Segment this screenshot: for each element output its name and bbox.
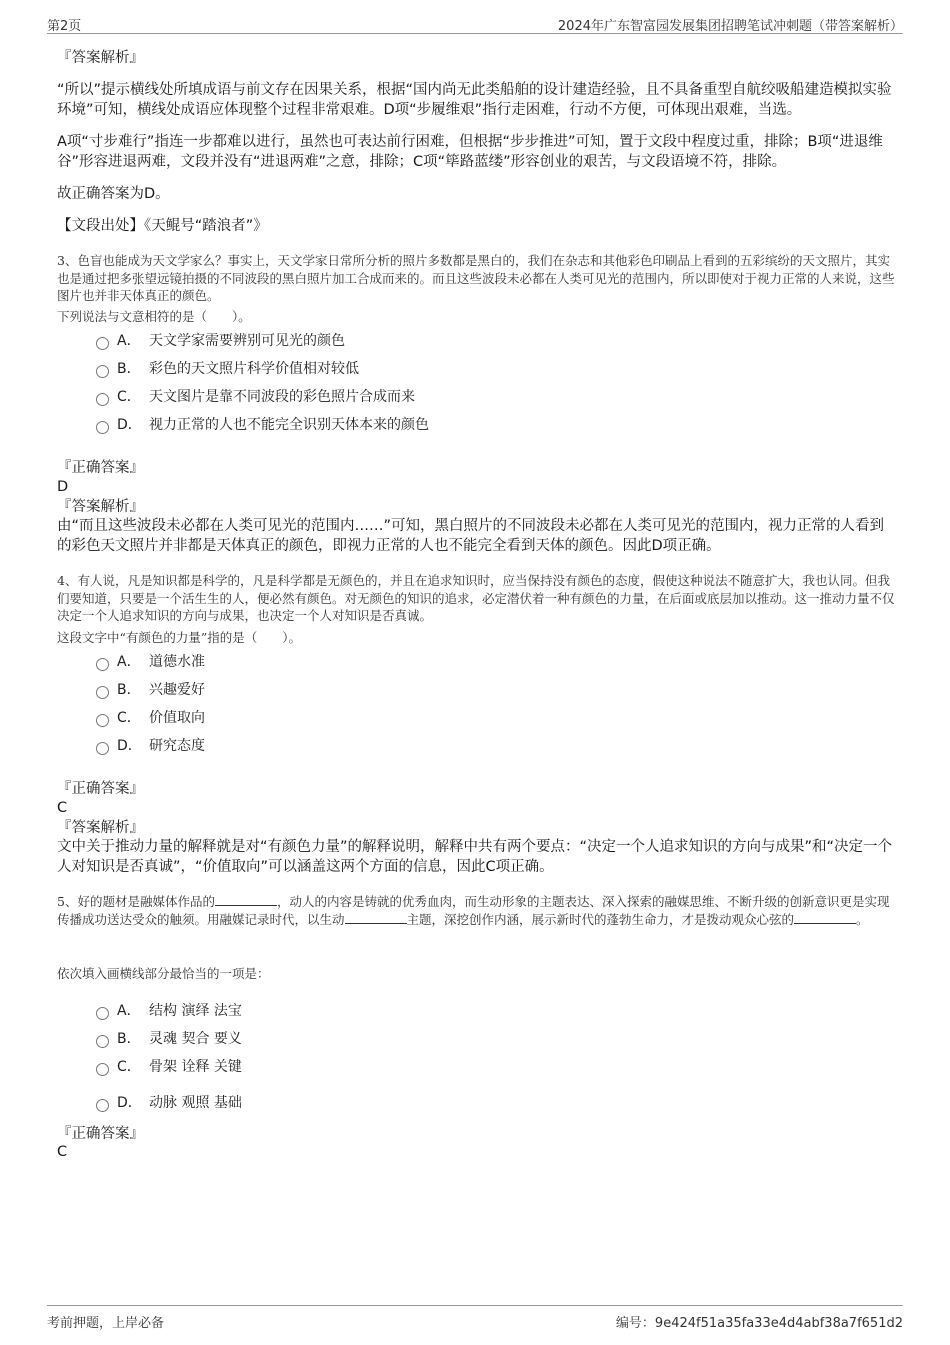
q5-prompt: 依次填入画横线部分最恰当的一项是： [57,966,270,981]
q3-answer: D [57,479,69,495]
q3-option-d[interactable]: D． 视力正常的人也不能完全识别天体本来的颜色 [96,415,429,435]
radio-icon[interactable] [96,658,109,671]
document-code: 编号：9e424f51a35fa33e4d4abf38a7f651d2 [615,1316,903,1331]
q3-option-c[interactable]: C． 天文图片是靠不同波段的彩色照片合成而来 [96,387,415,407]
q4-analysis: 文中关于推动力量的解释就是对“有颜色力量”的解释说明，解释中共有两个要点：“决定一个人追求知识的方向与成果”和“决定一个人对知识是否真诚”，“价值取向”可以涵盖这两个方面的信息，因此C项正确。 [57,839,893,875]
q5-answer-label: 『正确答案』 [57,1126,144,1142]
radio-icon[interactable] [96,365,109,378]
q3-answer-label: 『正确答案』 [57,460,144,476]
q4-option-c[interactable]: C． 价值取向 [96,708,205,728]
q3-stem: 3、色盲也能成为天文学家么？事实上，天文学家日常所分析的照片多数都是黑白的，我们在杂志和其他彩色印刷品上看到的五彩缤纷的天文照片，其实也是通过把多张望远镜拍摄的不同波段的黑白照片加工合成而来的。而且这些波段未必都在人类可见光的范围内，所以即使对于视力正常的人来说，这些图片也并非天体真正的颜色。 [57,253,895,303]
radio-icon[interactable] [96,1007,109,1020]
q4-option-d[interactable]: D． 研究态度 [96,736,205,756]
q2-analysis-para1: “所以”提示横线处所填成语与前文存在因果关系，根据“国内尚无此类船舶的设计建造经验，且不具备重型自航绞吸船建造模拟实验环境”可知，横线处成语应体现整个过程非常艰难。D项“步履维艰”指行走困难，行动不方便，可体现出艰难，当选。 [57,82,892,118]
document-title: 2024年广东智富园发展集团招聘笔试冲刺题（带答案解析） [557,19,903,34]
q4-answer: C [57,800,68,816]
radio-icon[interactable] [96,337,109,350]
q5-answer: C [57,1144,68,1160]
radio-icon[interactable] [96,393,109,406]
radio-icon[interactable] [96,421,109,434]
q5-option-c[interactable]: C． 骨架 诠释 关键 [96,1057,242,1077]
q2-source: 【文段出处】《天鲲号“踏浪者”》 [57,218,268,234]
q4-analysis-label: 『答案解析』 [57,820,144,836]
footer-slogan: 考前押题，上岸必备 [47,1316,165,1331]
q4-prompt: 这段文字中“有颜色的力量”指的是（ ）。 [57,630,302,645]
q3-analysis-label: 『答案解析』 [57,499,144,515]
q4-answer-label: 『正确答案』 [57,781,144,797]
q5-option-d[interactable]: D． 动脉 观照 基础 [96,1093,242,1113]
page-number: 第2页 [47,19,82,34]
q2-conclusion: 故正确答案为D。 [57,186,170,202]
radio-icon[interactable] [96,1063,109,1076]
fill-blank-2[interactable] [345,911,407,924]
q2-analysis-label: 『答案解析』 [57,50,144,66]
q4-stem: 4、有人说，凡是知识都是科学的，凡是科学都是无颜色的，并且在追求知识时，应当保持没有颜色的态度，假使这种说法不随意扩大，我也认同。但我们要知道，只要是一个活生生的人，便必然有颜色。对无颜色的知识的追求，必定潜伏着一种有颜色的力量，在后面或底层加以推动。这一推动力量不仅决定一个人追求知识的方向与成果，也决定一个人对知识是否真诚。 [57,573,895,623]
page-footer [47,1305,903,1331]
radio-icon[interactable] [96,714,109,727]
radio-icon[interactable] [96,686,109,699]
fill-blank-3[interactable] [794,911,856,924]
q3-option-a[interactable]: A． 天文学家需要辨别可见光的颜色 [96,331,345,351]
radio-icon[interactable] [96,1099,109,1112]
radio-icon[interactable] [96,1035,109,1048]
radio-icon[interactable] [96,742,109,755]
fill-blank-1[interactable] [215,893,277,906]
q4-option-b[interactable]: B． 兴趣爱好 [96,680,205,700]
q3-analysis: 由“而且这些波段未必都在人类可见光的范围内……”可知，黑白照片的不同波段未必都在人类可见光的范围内，视力正常的人看到的彩色天文照片并非都是天体真正的颜色，即视力正常的人也不能完全看到天体的颜色。因此D项正确。 [57,518,885,554]
q5-option-b[interactable]: B． 灵魂 契合 要义 [96,1029,242,1049]
q4-option-a[interactable]: A． 道德水准 [96,652,205,672]
q5-stem: 5、好的题材是融媒体作品的 ，动人的内容是铸就的优秀血肉，而生动形象的主题表达、深入探索的融媒思维、不断升级的创新意识更是实现传播成功送达受众的触须。用融媒记录时代，以生动 主题，深挖创作内涵，展示新时代的蓬勃生命力，才是拨动观众心弦的 。 [57,894,890,927]
q5-option-a[interactable]: A． 结构 演绎 法宝 [96,1001,242,1021]
page-header [47,13,903,34]
q3-option-b[interactable]: B． 彩色的天文照片科学价值相对较低 [96,359,359,379]
q2-analysis-para2: A项“寸步难行”指连一步都难以进行，虽然也可表达前行困难，但根据“步步推进”可知，置于文段中程度过重，排除；B项“进退维谷”形容进退两难，文段并没有“进退两难”之意，排除；C项“筚路蓝缕”形容创业的艰苦，与文段语境不符，排除。 [57,134,883,170]
q3-prompt: 下列说法与文意相符的是（ ）。 [57,309,251,324]
